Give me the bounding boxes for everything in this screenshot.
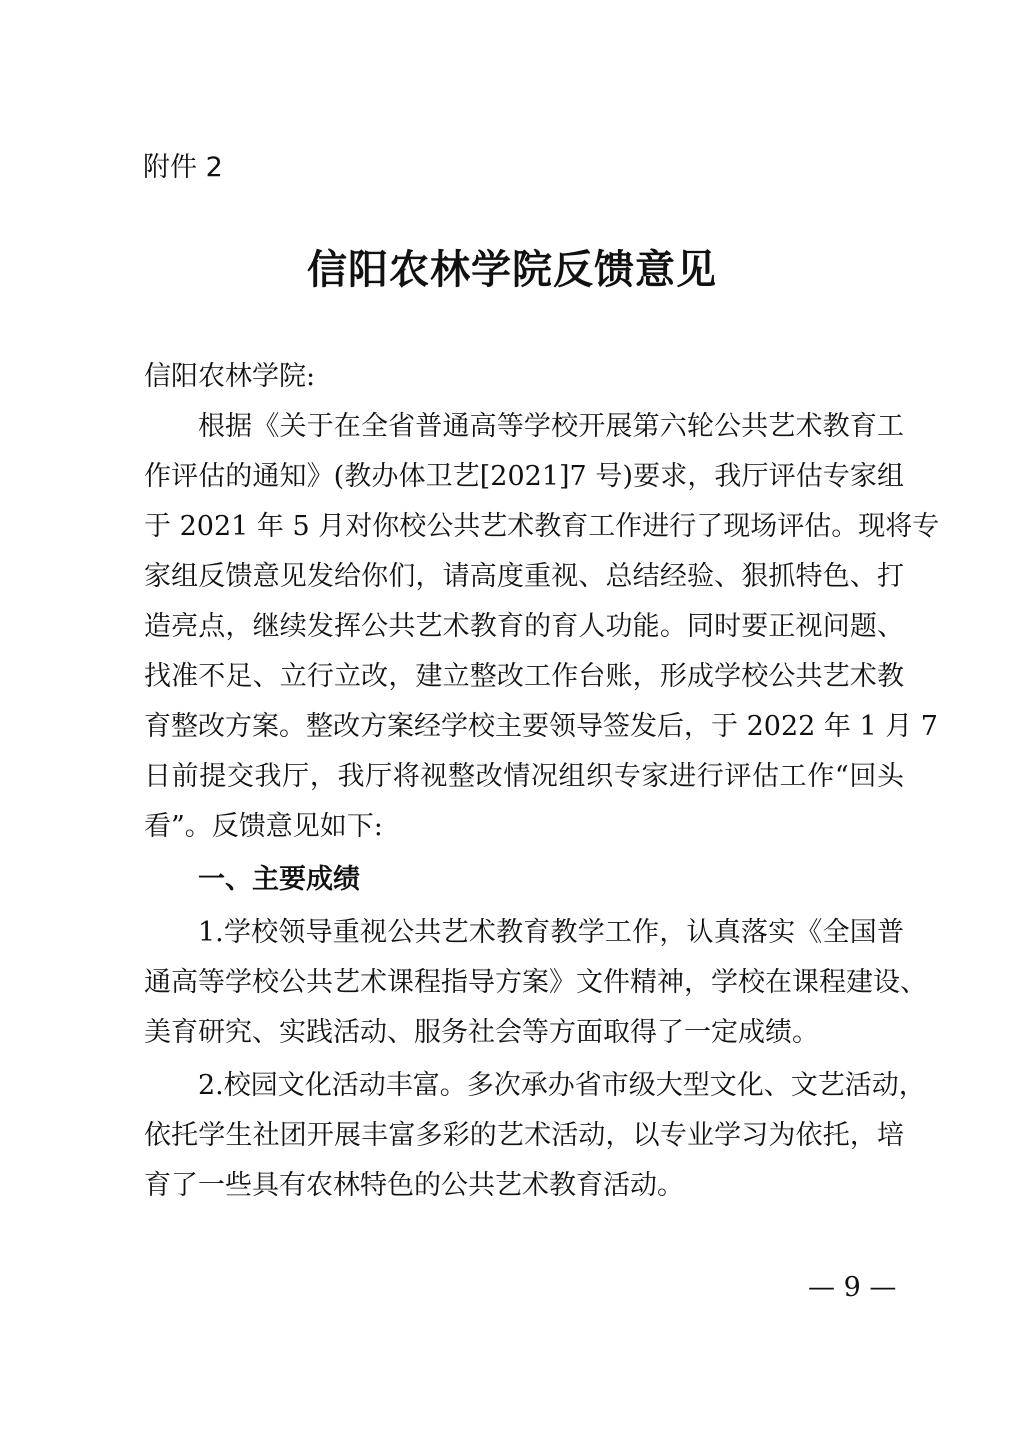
paragraph-line: 造亮点，继续发挥公共艺术教育的育人功能。同时要正视问题、: [144, 611, 904, 642]
paragraph-line: 找准不足、立行立改，建立整改工作台账，形成学校公共艺术教: [144, 661, 904, 692]
paragraph-line: 美育研究、实践活动、服务社会等方面取得了一定成绩。: [144, 1017, 819, 1048]
paragraph-line: 看”。反馈意见如下:: [144, 811, 383, 842]
paragraph-line: 育整改方案。整改方案经学校主要领导签发后，于 2022 年 1 月 7: [144, 711, 938, 742]
paragraph-line: 通高等学校公共艺术课程指导方案》文件精神，学校在课程建设、: [144, 967, 927, 998]
attachment-label: 附件 2: [143, 152, 223, 183]
paragraph-line: 依托学生社团开展丰富多彩的艺术活动，以专业学习为依托，培: [144, 1120, 904, 1151]
paragraph-line: 日前提交我厅，我厅将视整改情况组织专家进行评估工作“回头: [144, 761, 904, 792]
paragraph-line: 1.学校领导重视公共艺术教育教学工作，认真落实《全国普: [198, 917, 904, 948]
paragraph-line: 于 2021 年 5 月对你校公共艺术教育工作进行了现场评估。现将专: [144, 511, 940, 542]
page-number: — 9 —: [808, 1272, 897, 1303]
paragraph-line: 育了一些具有农林特色的公共艺术教育活动。: [144, 1170, 684, 1201]
section-heading: 一、主要成绩: [198, 864, 360, 895]
paragraph-line: 家组反馈意见发给你们，请高度重视、总结经验、狠抓特色、打: [144, 561, 904, 592]
paragraph-line: 2.校园文化活动丰富。多次承办省市级大型文化、文艺活动，: [198, 1070, 926, 1101]
salutation: 信阳农林学院:: [144, 361, 316, 392]
document-title: 信阳农林学院反馈意见: [307, 246, 717, 293]
paragraph-line: 作评估的通知》(教办体卫艺[2021]7 号)要求，我厅评估专家组: [144, 461, 904, 492]
paragraph-line: 根据《关于在全省普通高等学校开展第六轮公共艺术教育工: [198, 411, 904, 442]
